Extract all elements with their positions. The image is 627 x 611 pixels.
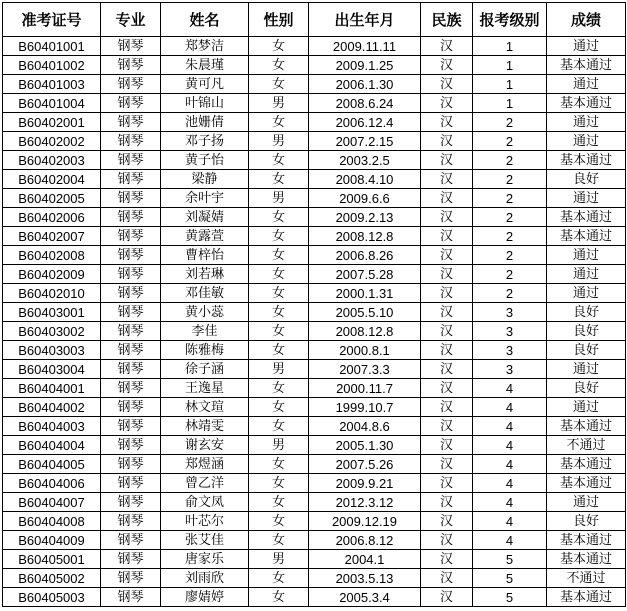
table-row	[3, 284, 626, 303]
cell-gender: 女	[249, 303, 309, 322]
cell-gender: 女	[249, 284, 309, 303]
cell-major: 钢琴	[101, 455, 161, 474]
cell-exam-id: B60402001	[3, 113, 101, 132]
cell-name: 刘凝婧	[161, 208, 249, 227]
cell-major: 钢琴	[101, 417, 161, 436]
cell-birth-date: 2000.8.1	[309, 341, 421, 360]
cell-birth-date: 2003.5.13	[309, 569, 421, 588]
cell-exam-id: B60402004	[3, 170, 101, 189]
cell-name: 张艾佳	[161, 531, 249, 550]
cell-ethnicity: 汉	[421, 436, 473, 455]
cell-level: 5	[473, 588, 547, 607]
cell-name: 徐子涵	[161, 360, 249, 379]
cell-ethnicity: 汉	[421, 360, 473, 379]
cell-ethnicity: 汉	[421, 303, 473, 322]
cell-result: 通过	[547, 132, 626, 151]
cell-major: 钢琴	[101, 341, 161, 360]
table-row	[3, 588, 626, 607]
cell-ethnicity: 汉	[421, 208, 473, 227]
cell-level: 2	[473, 189, 547, 208]
cell-birth-date: 2009.12.19	[309, 512, 421, 531]
cell-gender: 女	[249, 75, 309, 94]
cell-level: 2	[473, 246, 547, 265]
cell-ethnicity: 汉	[421, 398, 473, 417]
cell-name: 郑煜涵	[161, 455, 249, 474]
cell-level: 5	[473, 569, 547, 588]
table-row	[3, 56, 626, 75]
cell-gender: 女	[249, 531, 309, 550]
cell-result: 基本通过	[547, 588, 626, 607]
cell-result: 良好	[547, 303, 626, 322]
cell-birth-date: 2009.11.11	[309, 37, 421, 56]
cell-birth-date: 2007.5.26	[309, 455, 421, 474]
cell-major: 钢琴	[101, 493, 161, 512]
cell-birth-date: 2003.2.5	[309, 151, 421, 170]
table-row	[3, 265, 626, 284]
table-row	[3, 360, 626, 379]
table-row	[3, 37, 626, 56]
cell-gender: 女	[249, 227, 309, 246]
cell-name: 朱晨瑾	[161, 56, 249, 75]
cell-result: 良好	[547, 341, 626, 360]
cell-exam-id: B60402007	[3, 227, 101, 246]
cell-gender: 女	[249, 474, 309, 493]
cell-result: 基本通过	[547, 417, 626, 436]
table-row	[3, 189, 626, 208]
cell-name: 郑梦洁	[161, 37, 249, 56]
table-row	[3, 512, 626, 531]
cell-gender: 女	[249, 56, 309, 75]
cell-birth-date: 1999.10.7	[309, 398, 421, 417]
cell-result: 通过	[547, 360, 626, 379]
cell-exam-id: B60404003	[3, 417, 101, 436]
exam-results-table	[2, 2, 626, 607]
cell-major: 钢琴	[101, 94, 161, 113]
cell-major: 钢琴	[101, 512, 161, 531]
cell-name: 黄可凡	[161, 75, 249, 94]
table-row	[3, 398, 626, 417]
table-row	[3, 322, 626, 341]
cell-exam-id: B60404004	[3, 436, 101, 455]
cell-birth-date: 2008.12.8	[309, 227, 421, 246]
cell-level: 3	[473, 322, 547, 341]
cell-result: 通过	[547, 246, 626, 265]
cell-exam-id: B60401002	[3, 56, 101, 75]
cell-ethnicity: 汉	[421, 550, 473, 569]
cell-major: 钢琴	[101, 265, 161, 284]
cell-major: 钢琴	[101, 322, 161, 341]
cell-exam-id: B60403001	[3, 303, 101, 322]
cell-major: 钢琴	[101, 284, 161, 303]
cell-ethnicity: 汉	[421, 94, 473, 113]
cell-gender: 女	[249, 588, 309, 607]
cell-gender: 女	[249, 151, 309, 170]
cell-ethnicity: 汉	[421, 113, 473, 132]
cell-ethnicity: 汉	[421, 132, 473, 151]
cell-gender: 女	[249, 455, 309, 474]
cell-gender: 女	[249, 265, 309, 284]
cell-name: 黄小蕊	[161, 303, 249, 322]
cell-result: 基本通过	[547, 455, 626, 474]
cell-gender: 女	[249, 208, 309, 227]
cell-exam-id: B60403004	[3, 360, 101, 379]
table-row	[3, 493, 626, 512]
cell-level: 1	[473, 37, 547, 56]
table-row	[3, 94, 626, 113]
table-row	[3, 75, 626, 94]
cell-level: 2	[473, 151, 547, 170]
cell-major: 钢琴	[101, 132, 161, 151]
cell-ethnicity: 汉	[421, 265, 473, 284]
cell-exam-id: B60402010	[3, 284, 101, 303]
cell-major: 钢琴	[101, 588, 161, 607]
cell-result: 基本通过	[547, 531, 626, 550]
cell-ethnicity: 汉	[421, 170, 473, 189]
cell-gender: 女	[249, 322, 309, 341]
cell-level: 2	[473, 284, 547, 303]
table-row	[3, 417, 626, 436]
cell-birth-date: 2007.2.15	[309, 132, 421, 151]
cell-ethnicity: 汉	[421, 474, 473, 493]
cell-result: 通过	[547, 113, 626, 132]
cell-gender: 女	[249, 37, 309, 56]
cell-level: 5	[473, 550, 547, 569]
cell-birth-date: 2009.2.13	[309, 208, 421, 227]
cell-gender: 女	[249, 170, 309, 189]
cell-name: 李佳	[161, 322, 249, 341]
cell-birth-date: 2006.8.12	[309, 531, 421, 550]
cell-major: 钢琴	[101, 550, 161, 569]
cell-major: 钢琴	[101, 360, 161, 379]
header-ethnicity: 民族	[421, 3, 473, 37]
cell-name: 叶芯尔	[161, 512, 249, 531]
cell-major: 钢琴	[101, 151, 161, 170]
cell-name: 林靖雯	[161, 417, 249, 436]
cell-result: 通过	[547, 265, 626, 284]
cell-level: 2	[473, 208, 547, 227]
cell-gender: 女	[249, 417, 309, 436]
cell-birth-date: 2012.3.12	[309, 493, 421, 512]
cell-gender: 男	[249, 94, 309, 113]
cell-name: 黄子怡	[161, 151, 249, 170]
cell-birth-date: 2004.1	[309, 550, 421, 569]
cell-major: 钢琴	[101, 56, 161, 75]
cell-exam-id: B60403002	[3, 322, 101, 341]
cell-exam-id: B60404005	[3, 455, 101, 474]
cell-result: 通过	[547, 398, 626, 417]
cell-gender: 男	[249, 436, 309, 455]
cell-ethnicity: 汉	[421, 151, 473, 170]
cell-major: 钢琴	[101, 474, 161, 493]
cell-level: 4	[473, 417, 547, 436]
cell-ethnicity: 汉	[421, 531, 473, 550]
cell-exam-id: B60404007	[3, 493, 101, 512]
cell-result: 良好	[547, 379, 626, 398]
cell-major: 钢琴	[101, 531, 161, 550]
header-level: 报考级别	[473, 3, 547, 37]
cell-name: 林文瑄	[161, 398, 249, 417]
cell-level: 4	[473, 474, 547, 493]
cell-exam-id: B60405002	[3, 569, 101, 588]
cell-birth-date: 2006.12.4	[309, 113, 421, 132]
cell-gender: 女	[249, 246, 309, 265]
cell-level: 2	[473, 227, 547, 246]
cell-major: 钢琴	[101, 246, 161, 265]
cell-name: 余叶宇	[161, 189, 249, 208]
header-exam-id: 准考证号	[3, 3, 101, 37]
cell-birth-date: 2008.6.24	[309, 94, 421, 113]
cell-ethnicity: 汉	[421, 37, 473, 56]
cell-ethnicity: 汉	[421, 379, 473, 398]
cell-exam-id: B60404006	[3, 474, 101, 493]
cell-result: 良好	[547, 512, 626, 531]
cell-birth-date: 2007.3.3	[309, 360, 421, 379]
cell-result: 通过	[547, 37, 626, 56]
cell-level: 4	[473, 512, 547, 531]
cell-exam-id: B60401003	[3, 75, 101, 94]
table-row	[3, 113, 626, 132]
cell-name: 刘雨欣	[161, 569, 249, 588]
table-body	[3, 37, 626, 607]
cell-ethnicity: 汉	[421, 227, 473, 246]
cell-level: 2	[473, 113, 547, 132]
cell-result: 基本通过	[547, 151, 626, 170]
cell-exam-id: B60403003	[3, 341, 101, 360]
cell-major: 钢琴	[101, 170, 161, 189]
cell-exam-id: B60404008	[3, 512, 101, 531]
cell-ethnicity: 汉	[421, 512, 473, 531]
cell-gender: 女	[249, 493, 309, 512]
cell-name: 刘若琳	[161, 265, 249, 284]
cell-birth-date: 2007.5.28	[309, 265, 421, 284]
table-row	[3, 303, 626, 322]
cell-birth-date: 2005.5.10	[309, 303, 421, 322]
cell-birth-date: 2004.8.6	[309, 417, 421, 436]
cell-ethnicity: 汉	[421, 455, 473, 474]
cell-name: 曹梓怡	[161, 246, 249, 265]
cell-gender: 男	[249, 189, 309, 208]
cell-gender: 男	[249, 550, 309, 569]
cell-result: 良好	[547, 170, 626, 189]
header-gender: 性别	[249, 3, 309, 37]
table-row	[3, 531, 626, 550]
cell-result: 不通过	[547, 436, 626, 455]
table-row	[3, 246, 626, 265]
cell-name: 邓子扬	[161, 132, 249, 151]
cell-exam-id: B60404001	[3, 379, 101, 398]
cell-result: 通过	[547, 284, 626, 303]
cell-level: 4	[473, 455, 547, 474]
cell-gender: 男	[249, 360, 309, 379]
cell-name: 池姗倩	[161, 113, 249, 132]
table-row	[3, 569, 626, 588]
cell-level: 4	[473, 493, 547, 512]
cell-level: 4	[473, 436, 547, 455]
cell-ethnicity: 汉	[421, 246, 473, 265]
cell-exam-id: B60402003	[3, 151, 101, 170]
cell-major: 钢琴	[101, 436, 161, 455]
cell-birth-date: 2006.1.30	[309, 75, 421, 94]
cell-birth-date: 2009.6.6	[309, 189, 421, 208]
cell-exam-id: B60405001	[3, 550, 101, 569]
table-row	[3, 379, 626, 398]
cell-major: 钢琴	[101, 227, 161, 246]
cell-level: 3	[473, 360, 547, 379]
cell-name: 邓佳敏	[161, 284, 249, 303]
cell-name: 王逸星	[161, 379, 249, 398]
cell-name: 叶锦山	[161, 94, 249, 113]
table-row	[3, 151, 626, 170]
cell-ethnicity: 汉	[421, 588, 473, 607]
cell-birth-date: 2000.1.31	[309, 284, 421, 303]
cell-name: 梁静	[161, 170, 249, 189]
cell-gender: 女	[249, 512, 309, 531]
cell-ethnicity: 汉	[421, 341, 473, 360]
cell-ethnicity: 汉	[421, 322, 473, 341]
cell-major: 钢琴	[101, 75, 161, 94]
cell-ethnicity: 汉	[421, 56, 473, 75]
cell-level: 2	[473, 170, 547, 189]
cell-exam-id: B60405003	[3, 588, 101, 607]
cell-name: 谢玄安	[161, 436, 249, 455]
cell-exam-id: B60402008	[3, 246, 101, 265]
cell-name: 曾乙洋	[161, 474, 249, 493]
cell-birth-date: 2005.3.4	[309, 588, 421, 607]
cell-gender: 女	[249, 398, 309, 417]
header-row	[3, 3, 626, 37]
cell-gender: 女	[249, 341, 309, 360]
cell-exam-id: B60404002	[3, 398, 101, 417]
cell-birth-date: 2006.8.26	[309, 246, 421, 265]
table-row	[3, 132, 626, 151]
cell-birth-date: 2009.1.25	[309, 56, 421, 75]
cell-exam-id: B60402006	[3, 208, 101, 227]
table-row	[3, 341, 626, 360]
cell-result: 基本通过	[547, 56, 626, 75]
cell-ethnicity: 汉	[421, 189, 473, 208]
cell-ethnicity: 汉	[421, 284, 473, 303]
cell-result: 通过	[547, 189, 626, 208]
cell-result: 不通过	[547, 569, 626, 588]
cell-ethnicity: 汉	[421, 493, 473, 512]
cell-gender: 女	[249, 569, 309, 588]
table-row	[3, 170, 626, 189]
cell-name: 黄露萱	[161, 227, 249, 246]
cell-gender: 男	[249, 132, 309, 151]
cell-exam-id: B60401001	[3, 37, 101, 56]
cell-major: 钢琴	[101, 189, 161, 208]
cell-name: 廖婧婷	[161, 588, 249, 607]
cell-major: 钢琴	[101, 37, 161, 56]
cell-result: 基本通过	[547, 208, 626, 227]
cell-major: 钢琴	[101, 398, 161, 417]
cell-gender: 女	[249, 379, 309, 398]
table-row	[3, 227, 626, 246]
cell-major: 钢琴	[101, 303, 161, 322]
header-result: 成绩	[547, 3, 626, 37]
cell-exam-id: B60402009	[3, 265, 101, 284]
header-name: 姓名	[161, 3, 249, 37]
cell-level: 4	[473, 379, 547, 398]
cell-birth-date: 2005.1.30	[309, 436, 421, 455]
cell-name: 唐家乐	[161, 550, 249, 569]
cell-ethnicity: 汉	[421, 417, 473, 436]
cell-result: 基本通过	[547, 227, 626, 246]
cell-level: 1	[473, 75, 547, 94]
cell-level: 4	[473, 398, 547, 417]
cell-ethnicity: 汉	[421, 75, 473, 94]
cell-result: 基本通过	[547, 94, 626, 113]
cell-name: 俞文凤	[161, 493, 249, 512]
cell-result: 通过	[547, 493, 626, 512]
cell-exam-id: B60402002	[3, 132, 101, 151]
table-row	[3, 436, 626, 455]
cell-major: 钢琴	[101, 113, 161, 132]
cell-level: 1	[473, 56, 547, 75]
cell-level: 3	[473, 303, 547, 322]
cell-exam-id: B60401004	[3, 94, 101, 113]
cell-level: 1	[473, 94, 547, 113]
table-row	[3, 455, 626, 474]
cell-ethnicity: 汉	[421, 569, 473, 588]
cell-level: 2	[473, 132, 547, 151]
cell-major: 钢琴	[101, 208, 161, 227]
header-birth-date: 出生年月	[309, 3, 421, 37]
cell-exam-id: B60404009	[3, 531, 101, 550]
cell-major: 钢琴	[101, 379, 161, 398]
table-row	[3, 474, 626, 493]
table-row	[3, 550, 626, 569]
cell-level: 3	[473, 341, 547, 360]
cell-birth-date: 2008.4.10	[309, 170, 421, 189]
cell-level: 2	[473, 265, 547, 284]
cell-birth-date: 2008.12.8	[309, 322, 421, 341]
cell-level: 4	[473, 531, 547, 550]
cell-result: 基本通过	[547, 550, 626, 569]
header-major: 专业	[101, 3, 161, 37]
cell-gender: 女	[249, 113, 309, 132]
cell-result: 基本通过	[547, 474, 626, 493]
cell-result: 良好	[547, 322, 626, 341]
cell-name: 陈雅梅	[161, 341, 249, 360]
cell-birth-date: 2000.11.7	[309, 379, 421, 398]
cell-birth-date: 2009.9.21	[309, 474, 421, 493]
cell-major: 钢琴	[101, 569, 161, 588]
cell-exam-id: B60402005	[3, 189, 101, 208]
table-row	[3, 208, 626, 227]
cell-result: 通过	[547, 75, 626, 94]
